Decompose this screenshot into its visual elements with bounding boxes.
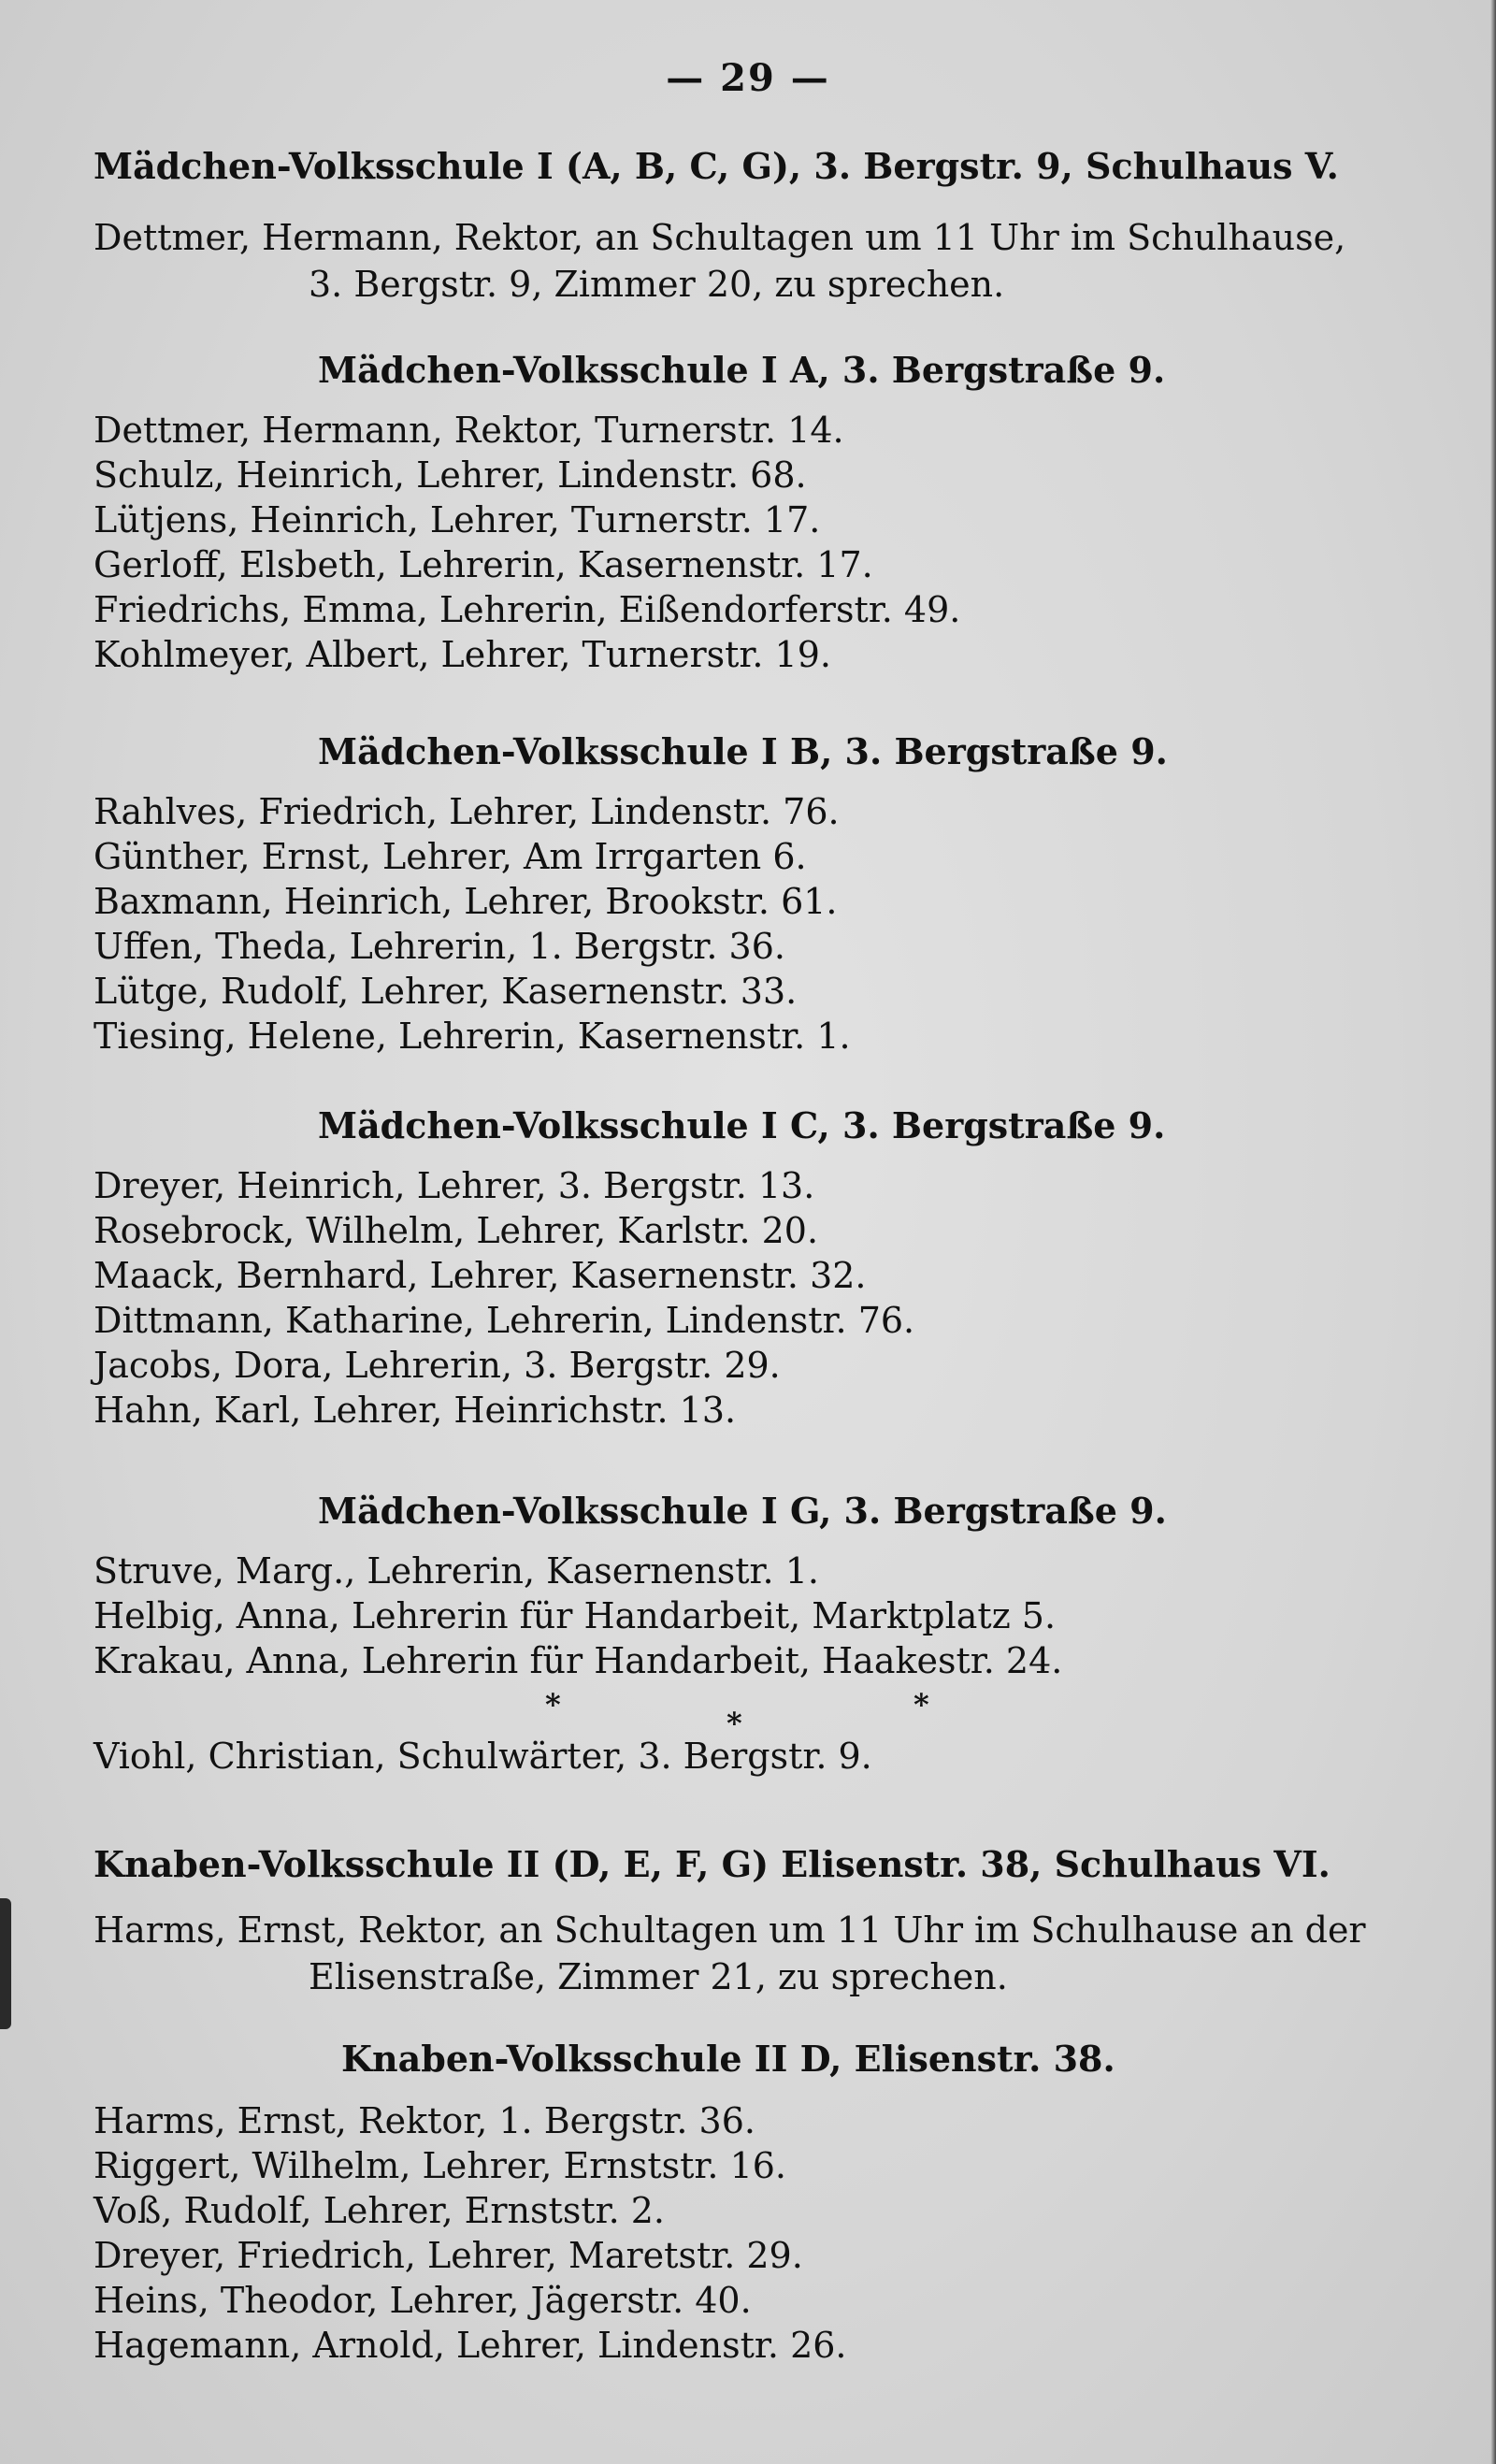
- entry-ig-3: Krakau, Anna, Lehrerin für Handarbeit, Haakestr. 24.: [94, 1640, 1063, 1681]
- asterism-star: *: [545, 1687, 561, 1722]
- entry-ic-1: Dreyer, Heinrich, Lehrer, 3. Bergstr. 13.: [94, 1165, 815, 1206]
- asterism-star: *: [726, 1706, 742, 1741]
- page-edge-shadow: [1490, 0, 1496, 2464]
- entry-ia-3: Lütjens, Heinrich, Lehrer, Turnerstr. 17.: [94, 499, 821, 540]
- entry-ig-2: Helbig, Anna, Lehrerin für Handarbeit, Marktplatz 5.: [94, 1595, 1057, 1636]
- section-heading-ic: Mädchen-Volksschule I C, 3. Bergstraße 9.: [318, 1104, 1166, 1146]
- section-heading-ig: Mädchen-Volksschule I G, 3. Bergstraße 9.: [318, 1490, 1167, 1532]
- entry-ib-5: Lütge, Rudolf, Lehrer, Kasernenstr. 33.: [94, 971, 798, 1012]
- entry-ib-1: Rahlves, Friedrich, Lehrer, Lindenstr. 76.: [94, 791, 840, 832]
- rector-note-2-line-2: Elisenstraße, Zimmer 21, zu sprechen.: [309, 1956, 1008, 1997]
- entry-ib-4: Uffen, Theda, Lehrerin, 1. Bergstr. 36.: [94, 926, 785, 967]
- binding-mark: [0, 1898, 11, 2029]
- entry-ia-2: Schulz, Heinrich, Lehrer, Lindenstr. 68.: [94, 454, 807, 496]
- section-heading-ib: Mädchen-Volksschule I B, 3. Bergstraße 9.: [318, 730, 1168, 772]
- entry-iid-1: Harms, Ernst, Rektor, 1. Bergstr. 36.: [94, 2100, 755, 2141]
- entry-iid-3: Voß, Rudolf, Lehrer, Ernststr. 2.: [94, 2190, 666, 2231]
- entry-ic-2: Rosebrock, Wilhelm, Lehrer, Karlstr. 20.: [94, 1210, 819, 1251]
- asterism-star: *: [913, 1687, 929, 1722]
- page-number: — 29 —: [666, 56, 830, 100]
- rector-note-line-1: Dettmer, Hermann, Rektor, an Schultagen um 11 Uhr im Schulhause,: [94, 217, 1346, 258]
- entry-ic-6: Hahn, Karl, Lehrer, Heinrichstr. 13.: [94, 1390, 737, 1431]
- entry-iid-2: Riggert, Wilhelm, Lehrer, Ernststr. 16.: [94, 2145, 786, 2186]
- section-heading-ia: Mädchen-Volksschule I A, 3. Bergstraße 9.: [318, 349, 1166, 391]
- entry-ia-1: Dettmer, Hermann, Rektor, Turnerstr. 14.: [94, 410, 844, 451]
- entry-ic-5: Jacobs, Dora, Lehrerin, 3. Bergstr. 29.: [94, 1345, 781, 1386]
- section-heading-iid: Knaben-Volksschule II D, Elisenstr. 38.: [341, 2038, 1115, 2080]
- rector-note-2-line-1: Harms, Ernst, Rektor, an Schultagen um 11 Uhr im Schulhause an der: [94, 1909, 1366, 1951]
- entry-iid-6: Hagemann, Arnold, Lehrer, Lindenstr. 26.: [94, 2325, 847, 2366]
- school-heading-maedchen-i: Mädchen-Volksschule I (A, B, C, G), 3. Bergstr. 9, Schulhaus V.: [94, 145, 1339, 187]
- caretaker-entry: Viohl, Christian, Schulwärter, 3. Bergstr. 9.: [94, 1736, 872, 1777]
- entry-ia-6: Kohlmeyer, Albert, Lehrer, Turnerstr. 19.: [94, 634, 831, 675]
- entry-ib-3: Baxmann, Heinrich, Lehrer, Brookstr. 61.: [94, 881, 838, 922]
- entry-ia-4: Gerloff, Elsbeth, Lehrerin, Kasernenstr. 17.: [94, 544, 873, 585]
- entry-ic-4: Dittmann, Katharine, Lehrerin, Lindenstr. 76.: [94, 1300, 915, 1341]
- entry-ia-5: Friedrichs, Emma, Lehrerin, Eißendorferstr. 49.: [94, 589, 961, 630]
- asterism: [0, 1683, 1496, 1741]
- entry-iid-5: Heins, Theodor, Lehrer, Jägerstr. 40.: [94, 2280, 752, 2321]
- school-heading-knaben-ii: Knaben-Volksschule II (D, E, F, G) Elisenstr. 38, Schulhaus VI.: [94, 1843, 1331, 1885]
- entry-ib-6: Tiesing, Helene, Lehrerin, Kasernenstr. 1.: [94, 1016, 851, 1057]
- entry-iid-4: Dreyer, Friedrich, Lehrer, Maretstr. 29.: [94, 2235, 803, 2276]
- rector-note-line-2: 3. Bergstr. 9, Zimmer 20, zu sprechen.: [309, 264, 1005, 305]
- entry-ib-2: Günther, Ernst, Lehrer, Am Irrgarten 6.: [94, 836, 807, 877]
- entry-ic-3: Maack, Bernhard, Lehrer, Kasernenstr. 32.: [94, 1255, 867, 1296]
- entry-ig-1: Struve, Marg., Lehrerin, Kasernenstr. 1.: [94, 1550, 819, 1592]
